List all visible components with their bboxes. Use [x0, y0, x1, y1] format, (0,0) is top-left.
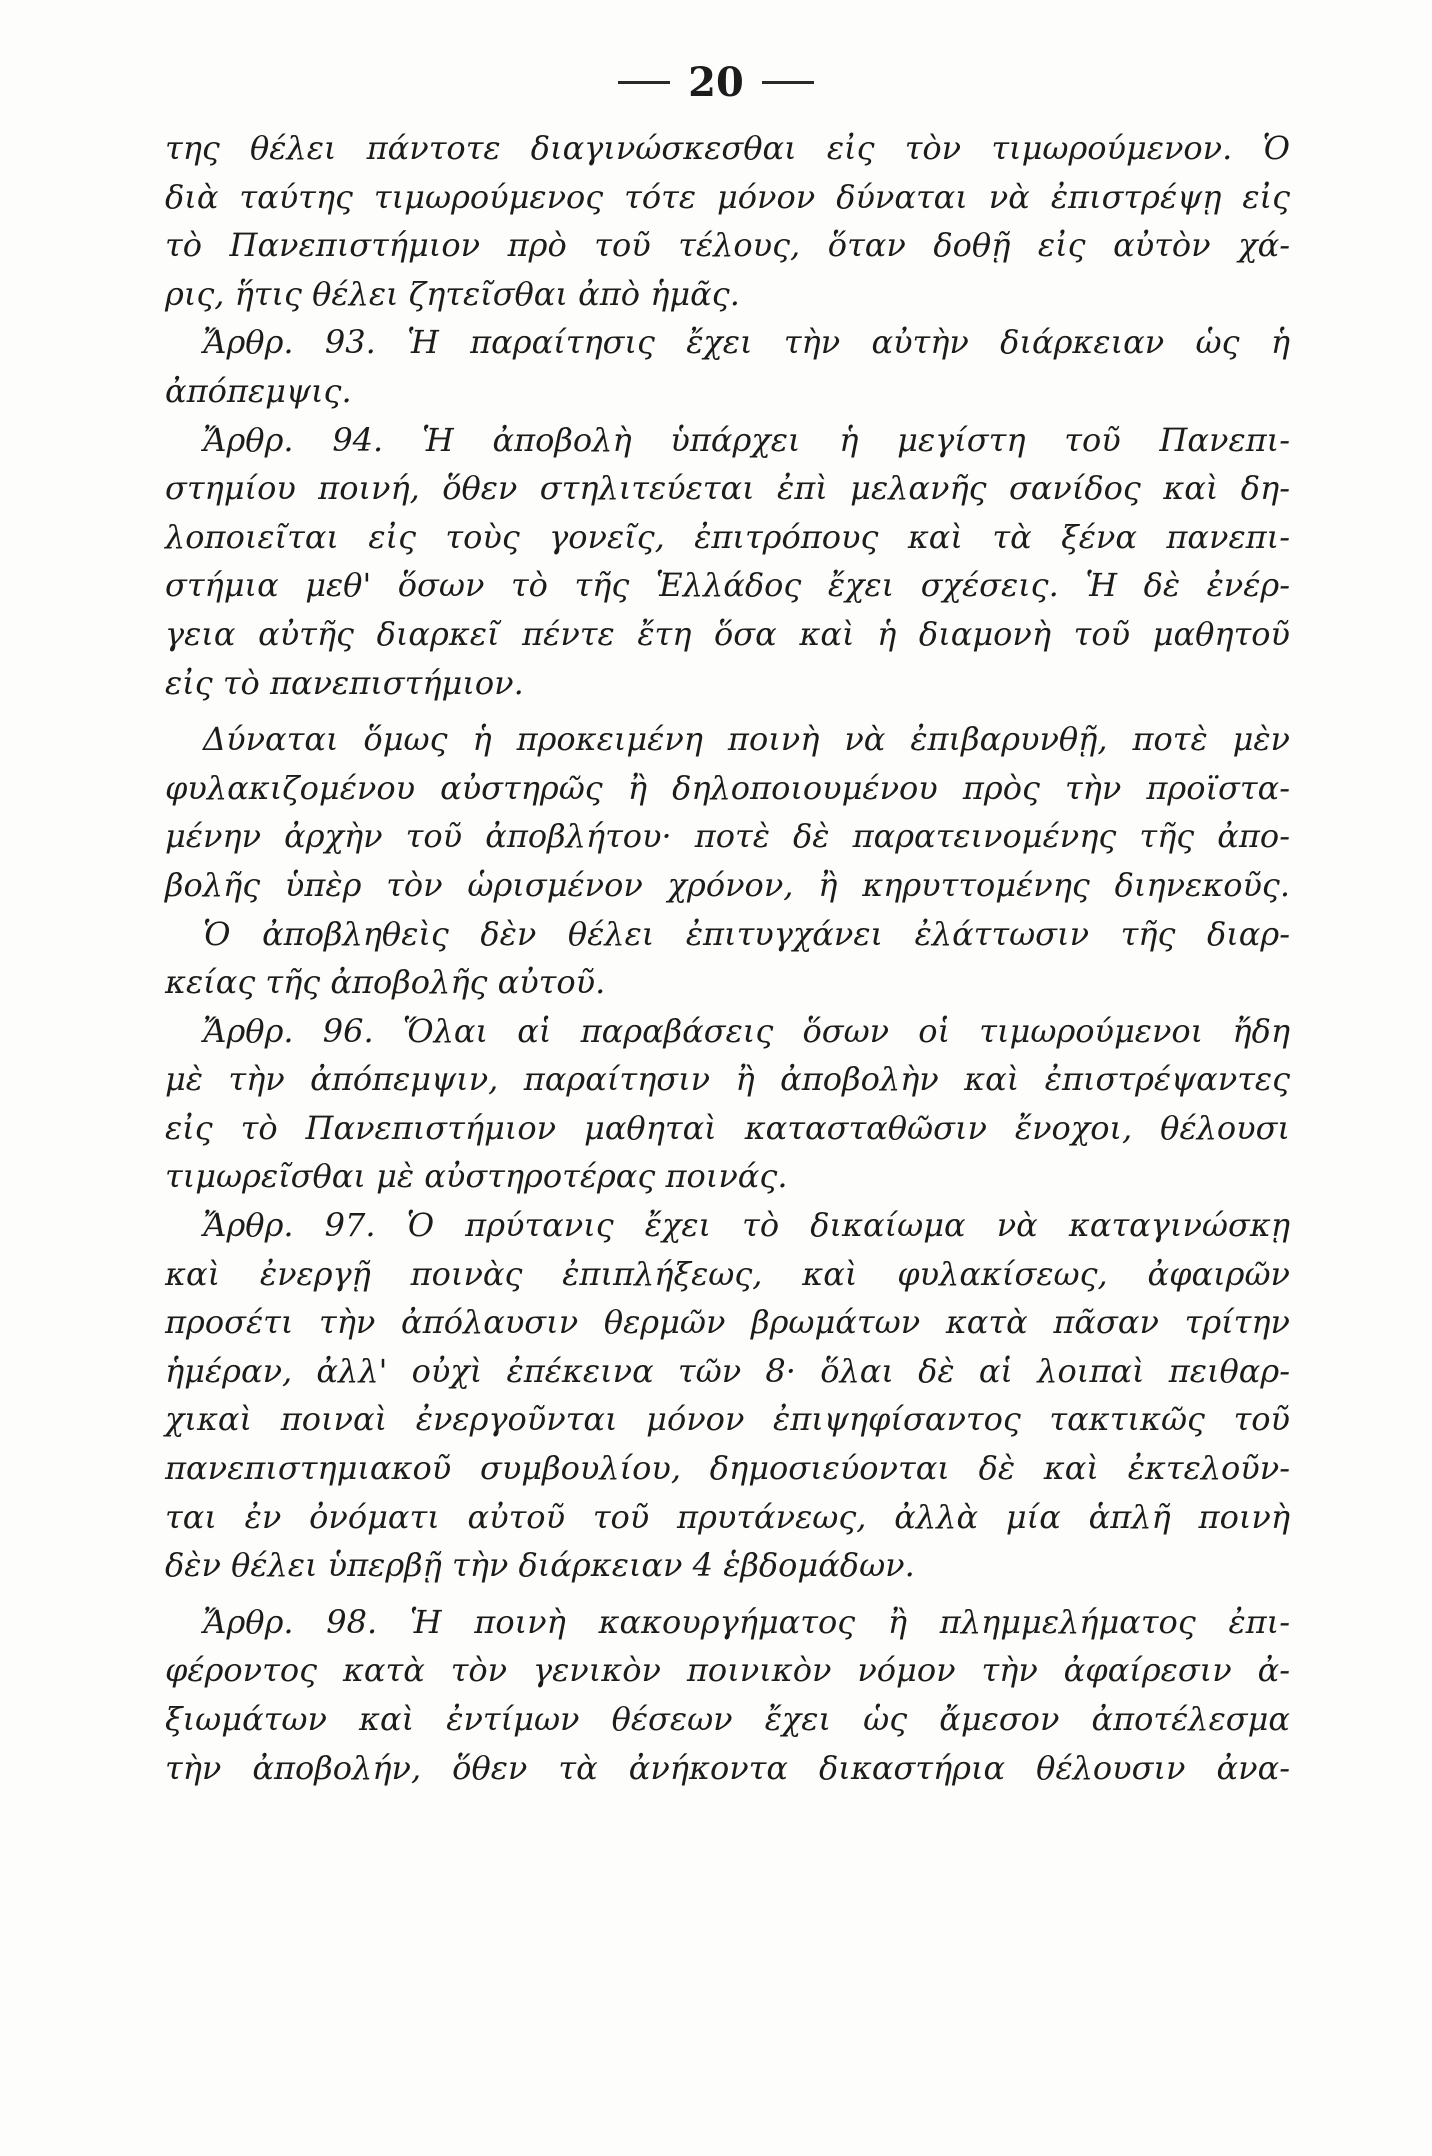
text-line: τὴν ἀποβολήν, ὅθεν τὰ ἀνήκοντα δικαστήρια θέλουσιν ἀνα-: [165, 1748, 1290, 1787]
text-line: της θέλει πάντοτε διαγινώσκεσθαι εἰς τὸν τιμωρούμενον. Ὁ: [165, 129, 1290, 167]
text-line: βολῆς ὑπὲρ τὸν ὡρισμένον χρόνον, ἢ κηρυττομένης διηνεκοῦς.: [165, 865, 1290, 904]
text-line: ρις, ἥτις θέλει ζητεῖσθαι ἀπὸ ἡμᾶς.: [165, 274, 740, 313]
page-number: 20: [688, 58, 744, 106]
text-line: πανεπιστημιακοῦ συμβουλίου, δημοσιεύονται δὲ καὶ ἐκτελοῦν-: [165, 1449, 1290, 1488]
text-line: προσέτι τὴν ἀπόλαυσιν θερμῶν βρωμάτων κατὰ πᾶσαν τρίτην: [165, 1303, 1290, 1342]
text-line: Ἄρθρ. 96. Ὅλαι αἱ παραβάσεις ὅσων οἱ τιμωρούμενοι ἤδη: [203, 1011, 1290, 1050]
text-line: εἰς τὸ πανεπιστήμιον.: [165, 663, 524, 702]
text-line: φέροντος κατὰ τὸν γενικὸν ποινικὸν νόμον τὴν ἀφαίρεσιν ἀ-: [165, 1651, 1290, 1690]
text-line: εἰς τὸ Πανεπιστήμιον μαθηταὶ κατασταθῶσιν ἔνοχοι, θέλουσι: [165, 1108, 1290, 1147]
header-rule-left: [618, 81, 670, 84]
text-line: χικαὶ ποιναὶ ἐνεργοῦνται μόνον ἐπιψηφίσαντος τακτικῶς τοῦ: [165, 1400, 1290, 1439]
text-line: τὸ Πανεπιστήμιον πρὸ τοῦ τέλους, ὅταν δοθῇ εἰς αὐτὸν χά-: [165, 226, 1290, 265]
text-line: στήμια μεθ' ὅσων τὸ τῆς Ἑλλάδος ἔχει σχέσεις. Ἡ δὲ ἐνέρ-: [165, 566, 1290, 605]
text-line: τιμωρεῖσθαι μὲ αὐστηροτέρας ποινάς.: [165, 1157, 788, 1196]
text-line: ται ἐν ὀνόματι αὐτοῦ τοῦ πρυτάνεως, ἀλλὰ μία ἁπλῆ ποινὴ: [165, 1497, 1290, 1536]
text-line: φυλακιζομένου αὐστηρῶς ἢ δηλοποιουμένου πρὸς τὴν προϊστα-: [165, 768, 1290, 807]
text-line: ἀπόπεμψις.: [165, 371, 352, 410]
page-text-body: [165, 124, 1290, 1792]
text-line: κείας τῆς ἀποβολῆς αὐτοῦ.: [165, 963, 606, 1002]
paragraph-gap: [165, 1590, 1290, 1598]
text-line: καὶ ἐνεργῇ ποινὰς ἐπιπλήξεως, καὶ φυλακίσεως, ἀφαιρῶν: [165, 1254, 1290, 1293]
text-line: Ἄρθρ. 94. Ἡ ἀποβολὴ ὑπάρχει ἡ μεγίστη τοῦ Πανεπι-: [203, 420, 1290, 459]
text-line: ξιωμάτων καὶ ἐντίμων θέσεων ἔχει ὡς ἄμεσον ἀποτέλεσμα: [165, 1700, 1290, 1738]
text-line: λοποιεῖται εἰς τοὺς γονεῖς, ἐπιτρόπους καὶ τὰ ξένα πανεπι-: [165, 517, 1290, 556]
text-line: Ὁ ἀποβληθεὶς δὲν θέλει ἐπιτυγχάνει ἐλάττωσιν τῆς διαρ-: [203, 914, 1290, 953]
page-header: [0, 52, 1432, 112]
text-line: μὲ τὴν ἀπόπεμψιν, παραίτησιν ἢ ἀποβολὴν καὶ ἐπιστρέψαντες: [165, 1060, 1290, 1099]
text-line: μένην ἀρχὴν τοῦ ἀποβλήτου· ποτὲ δὲ παρατεινομένης τῆς ἀπο-: [165, 817, 1290, 856]
text-line: ἡμέραν, ἀλλ' οὐχὶ ἐπέκεινα τῶν 8· ὅλαι δὲ αἱ λοιπαὶ πειθαρ-: [165, 1351, 1290, 1390]
text-line: γεια αὐτῆς διαρκεῖ πέντε ἔτη ὅσα καὶ ἡ διαμονὴ τοῦ μαθητοῦ: [165, 614, 1290, 653]
text-line: δὲν θέλει ὑπερβῇ τὴν διάρκειαν 4 ἑβδομάδων.: [165, 1546, 915, 1585]
paragraph-gap: [165, 707, 1290, 715]
text-line: στημίου ποινή, ὅθεν στηλιτεύεται ἐπὶ μελανῆς σανίδος καὶ δη-: [165, 469, 1290, 508]
text-line: διὰ ταύτης τιμωρούμενος τότε μόνον δύναται νὰ ἐπιστρέψῃ εἰς: [165, 177, 1290, 216]
header-rule-right: [762, 81, 814, 84]
text-line: Ἄρθρ. 98. Ἡ ποινὴ κακουργήματος ἢ πλημμελήματος ἐπι-: [203, 1602, 1290, 1641]
text-line: Ἄρθρ. 93. Ἡ παραίτησις ἔχει τὴν αὐτὴν διάρκειαν ὡς ἡ: [203, 323, 1290, 362]
text-line: Δύναται ὅμως ἡ προκειμένη ποινὴ νὰ ἐπιβαρυνθῇ, ποτὲ μὲν: [203, 720, 1290, 759]
text-line: Ἄρθρ. 97. Ὁ πρύτανις ἔχει τὸ δικαίωμα νὰ καταγινώσκῃ: [203, 1206, 1290, 1245]
